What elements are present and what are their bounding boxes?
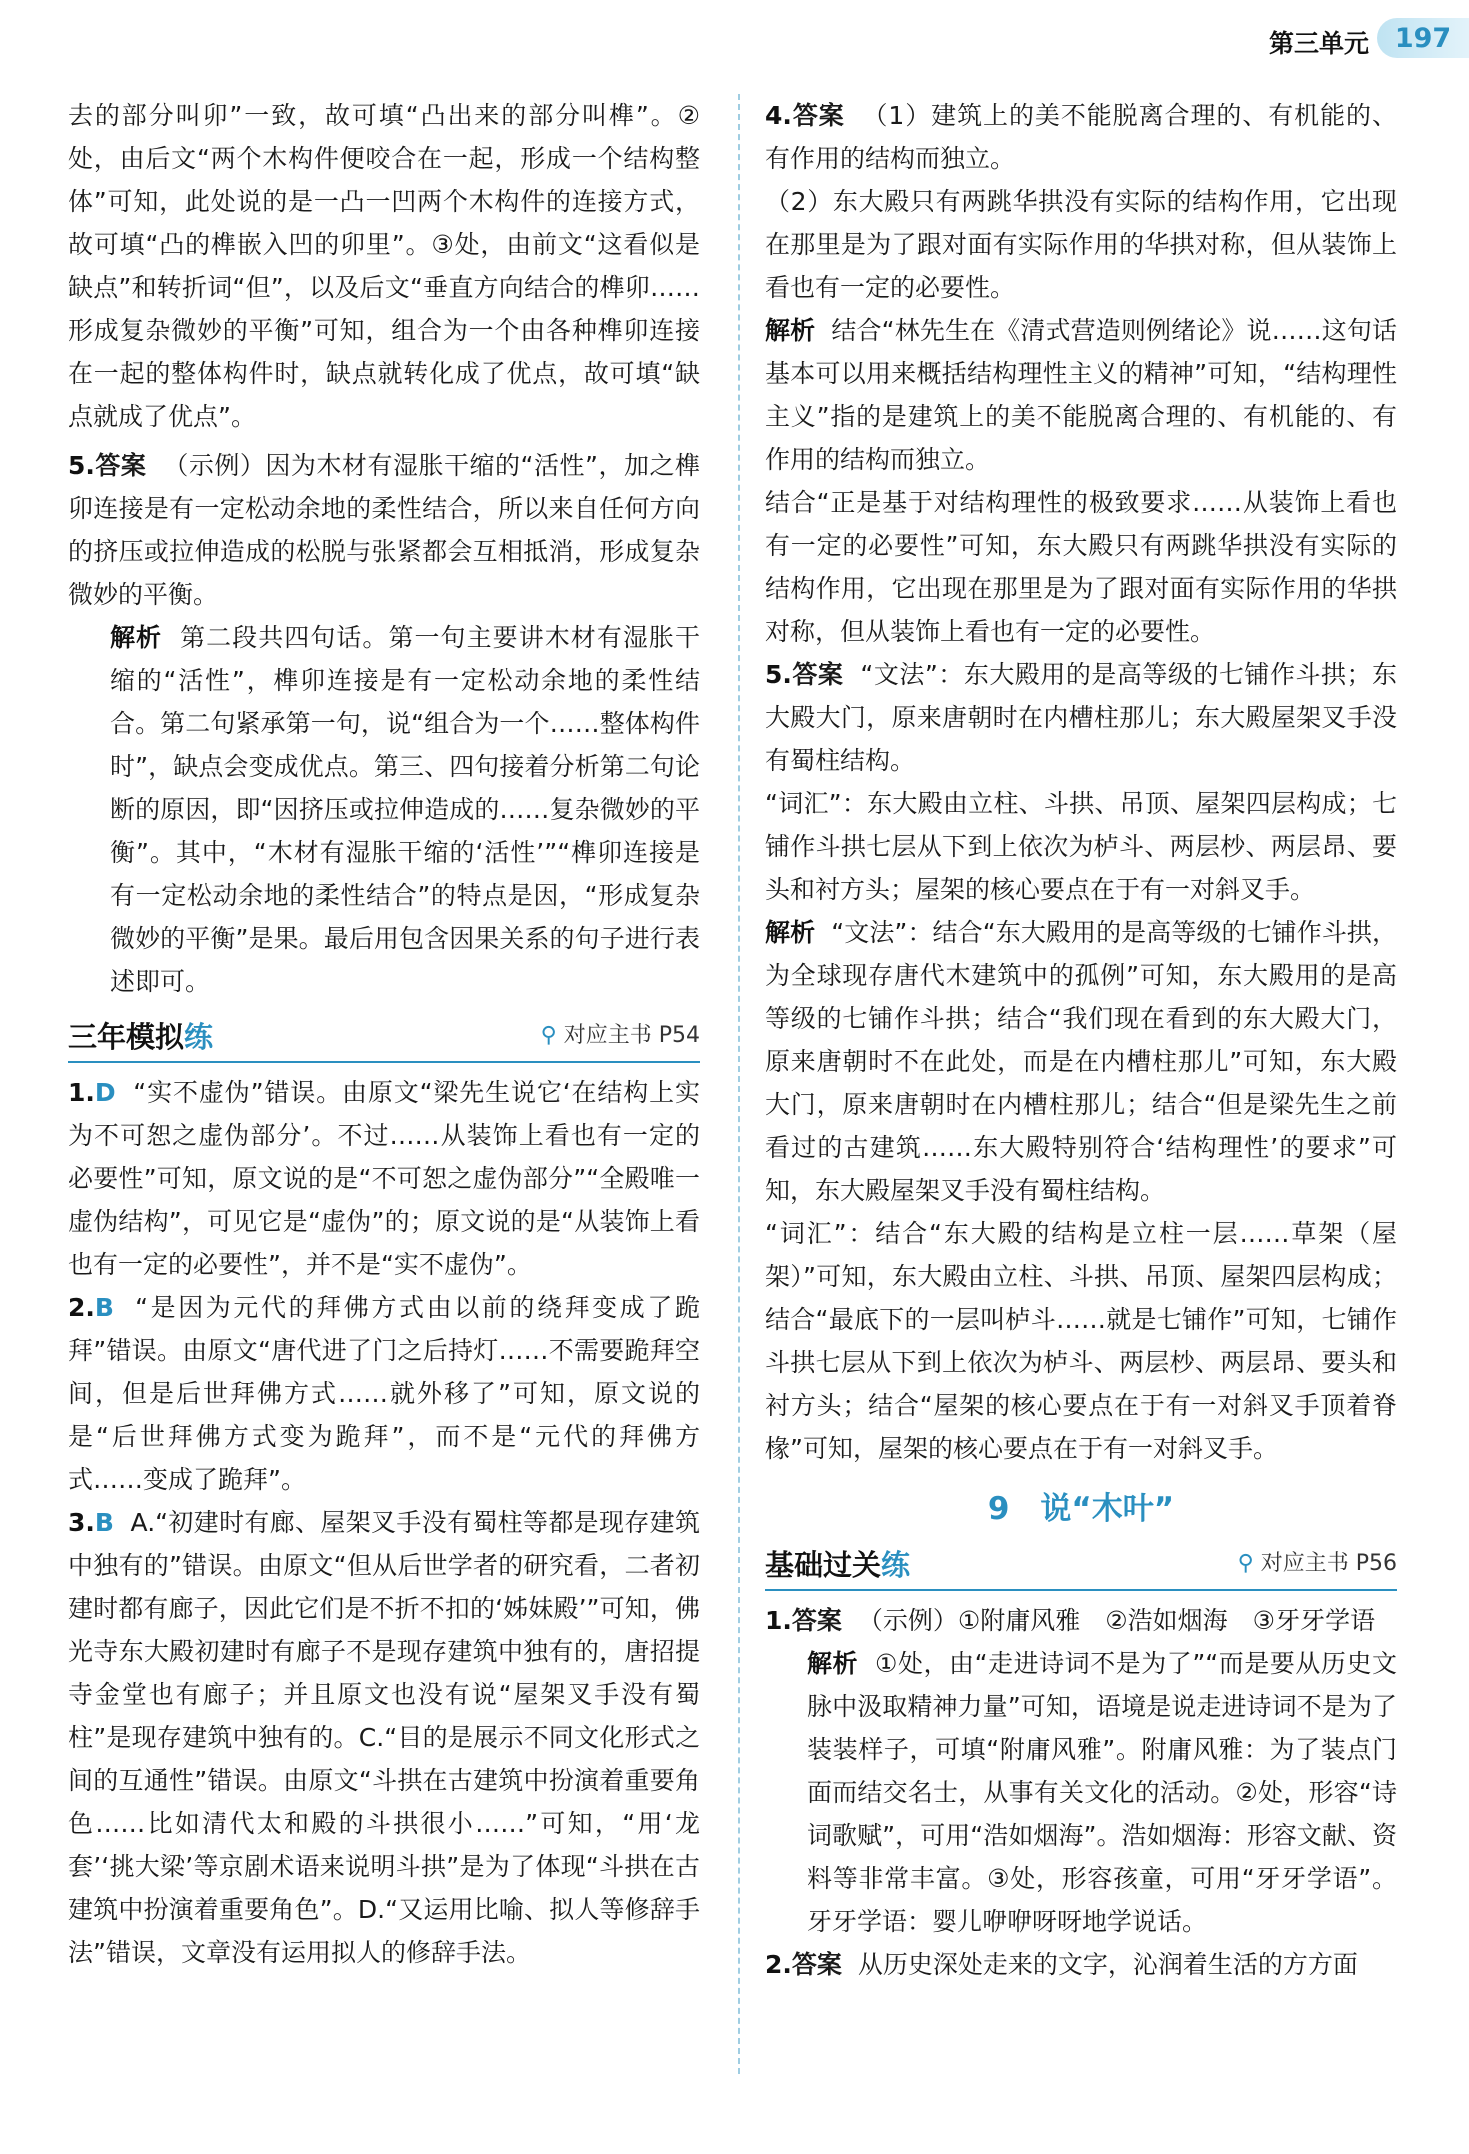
- question-5: [68, 444, 700, 616]
- mock-question-2: 2.B “是因为元代的拜佛方式由以前的绕拜变成了跪拜”错误。由原文“唐代进了门之后持灯……不需要跪拜空间，但是后世拜佛方式……就外移了”可知，原文说的是“后世拜佛方式变为跪拜”，而不是“元代的拜佛方式……变成了跪拜”。: [68, 1293, 700, 1494]
- analysis-label: 解析: [110, 623, 163, 652]
- answer-text: （示例）因为木材有湿胀干缩的“活性”，加之榫卯连接是有一定松动余地的柔性结合，所以来自任何方向的挤压或拉伸造成的松脱与张紧都会互相抵消，形成复杂微妙的平衡。: [68, 451, 700, 609]
- section-reference: ⚲ 对应主书 P56: [1237, 1551, 1397, 1576]
- lesson-title: 9 说“木叶”: [987, 1491, 1175, 1527]
- mock-question-1: 1.D “实不虚伪”错误。由原文“梁先生说它‘在结构上实为不可恕之虚伪部分’。不过……从装饰上看也有一定的必要性”可知，原文说的是“不可恕之虚伪部分”“全殿唯一虚伪结构”，可见它是“虚伪”的；原文说的是“从装饰上看也有一定的必要性”，并不是“实不虚伪”。: [68, 1078, 700, 1279]
- search-icon: ⚲: [1237, 1551, 1254, 1576]
- question-4-answer-2: （2）东大殿只有两跳华拱没有实际的结构作用，它出现在那里是为了跟对面有实际作用的华拱对称，但从装饰上看也有一定的必要性。: [765, 187, 1397, 302]
- basic-question-1-analysis: 解析 ①处，由“走进诗词不是为了”“而是要从历史文脉中汲取精神力量”可知，语境是说走进诗词不是为了装装样子，可填“附庸风雅”。附庸风雅：为了装点门面而结交名士，从事有关文化的活动。②处，形容“诗词歌赋”，可用“浩如烟海”。浩如烟海：形容文献、资料等非常丰富。③处，形容孩童，可用“牙牙学语”。牙牙学语：婴儿咿咿呀呀地学说话。: [807, 1649, 1397, 1936]
- section-header-sannian: [68, 1013, 700, 1063]
- question-4-analysis-2: 结合“正是基于对结构理性的极致要求……从装饰上看也有一定的必要性”可知，东大殿只有两跳华拱没有实际的结构作用，它出现在那里是为了跟对面有实际作用的华拱对称，但从装饰上看也有一定的必要性。: [765, 488, 1397, 646]
- question-5-analysis: 解析 “文法”：结合“东大殿用的是高等级的七铺作斗拱，为全球现存唐代木建筑中的孤例”可知，东大殿用的是高等级的七铺作斗拱；结合“我们现在看到的东大殿大门，原来唐朝时不在此处，而是在内槽柱那儿”可知，东大殿大门，原来唐朝时在内槽柱那儿；结合“但是梁先生之前看过的古建筑……东大殿特别符合‘结构理性’的要求”可知，东大殿屋架叉手没有蜀柱结构。: [765, 918, 1397, 1205]
- mock-question-3: 3.B A.“初建时有廊、屋架叉手没有蜀柱等都是现存建筑中独有的”错误。由原文“但从后世学者的研究看，二者初建时都有廊子，因此它们是不折不扣的‘姊妹殿’”可知，佛光寺东大殿初建时有廊子不是现存建筑中独有的，唐招提寺金堂也有廊子；并且原文也没有说“屋架叉手没有蜀柱”是现存建筑中独有的。C.“目的是展示不同文化形式之间的互通性”错误。由原文“斗拱在古建筑中扮演着重要角色……比如清代太和殿的斗拱很小……”可知，“用‘龙套’‘挑大梁’等京剧术语来说明斗拱”是为了体现“斗拱在古建筑中扮演着重要角色”。D.“又运用比喻、拟人等修辞手法”错误，文章没有运用拟人的修辞手法。: [68, 1508, 700, 1967]
- paragraph-continued: 去的部分叫卯”一致，故可填“凸出来的部分叫榫”。②处，由后文“两个木构件便咬合在一起，形成一个结构整体”可知，此处说的是一凸一凹两个木构件的连接方式，故可填“凸的榫嵌入凹的卯里”。③处，由前文“这看似是缺点”和转折词“但”，以及后文“垂直方向结合的榫卯……形成复杂微妙的平衡”可知，组合为一个由各种榫卯连接在一起的整体构件时，缺点就转化成了优点，故可填“缺点就成了优点”。: [68, 101, 700, 431]
- question-5-answer-2: “词汇”：东大殿由立柱、斗拱、吊顶、屋架四层构成；七铺作斗拱七层从下到上依次为栌斗、两层杪、两层昂、要头和衬方头；屋架的核心要点在于有一对斜叉手。: [765, 789, 1397, 904]
- analysis: [68, 616, 700, 1003]
- question-4: 4.答案 （1）建筑上的美不能脱离合理的、有机能的、有作用的结构而独立。: [765, 101, 1397, 173]
- answer-choice: D: [94, 1078, 116, 1107]
- question-4-analysis: 解析 结合“林先生在《清式营造则例绪论》说……这句话基本可以用来概括结构理性主义的精神”可知，“结构理性主义”指的是建筑上的美不能脱离合理的、有机能的、有作用的结构而独立。: [765, 316, 1397, 474]
- right-column: [765, 94, 1397, 1986]
- answer-choice: B: [94, 1293, 114, 1322]
- question-5-analysis-2: “词汇”：结合“东大殿的结构是立柱一层……草架（屋架）”可知，东大殿由立柱、斗拱、吊顶、屋架四层构成；结合“最底下的一层叫栌斗……就是七铺作”可知，七铺作斗拱七层从下到上依次为栌斗、两层杪、两层昂、要头和衬方头；结合“屋架的核心要点在于有一对斜叉手顶着脊椽”可知，屋架的核心要点在于有一对斜叉手。: [765, 1219, 1397, 1463]
- analysis-text: 第二段共四句话。第一句主要讲木材有湿胀干缩的“活性”，榫卯连接是有一定松动余地的柔性结合。第二句紧承第一句，说“组合为一个……整体构件时”，缺点会变成优点。第三、四句接着分析第二句论断的原因，即“因挤压或拉伸造成的……复杂微妙的平衡”。其中，“木材有湿胀干缩的‘活性’”“榫卯连接是有一定松动余地的柔性结合”的特点是因，“形成复杂微妙的平衡”是果。最后用包含因果关系的句子进行表述即可。: [110, 623, 700, 996]
- basic-question-2: 2.答案 从历史深处走来的文字，沁润着生活的方方面: [765, 1950, 1358, 1979]
- question-5: 5.答案 “文法”：东大殿用的是高等级的七铺作斗拱；东大殿大门，原来唐朝时在内槽柱那儿；东大殿屋架叉手没有蜀柱结构。: [765, 660, 1397, 775]
- basic-question-1: 1.答案 （示例）①附庸风雅 ②浩如烟海 ③牙牙学语: [765, 1606, 1376, 1635]
- section-title: 三年模拟练: [68, 1020, 214, 1054]
- page-number: 197: [1377, 18, 1469, 58]
- answer-choice: B: [94, 1508, 114, 1537]
- search-icon: ⚲: [540, 1023, 557, 1048]
- page-header: [1129, 0, 1469, 68]
- section-reference: ⚲ 对应主书 P54: [540, 1023, 700, 1048]
- answer-label: 答案: [94, 451, 147, 480]
- question-number: 5.: [68, 451, 95, 480]
- unit-title: 第三单元: [1268, 29, 1369, 58]
- column-divider: [738, 94, 740, 2074]
- section-header-jichu: [765, 1541, 1397, 1591]
- left-column: [68, 94, 700, 1974]
- section-title: 基础过关练: [765, 1548, 911, 1582]
